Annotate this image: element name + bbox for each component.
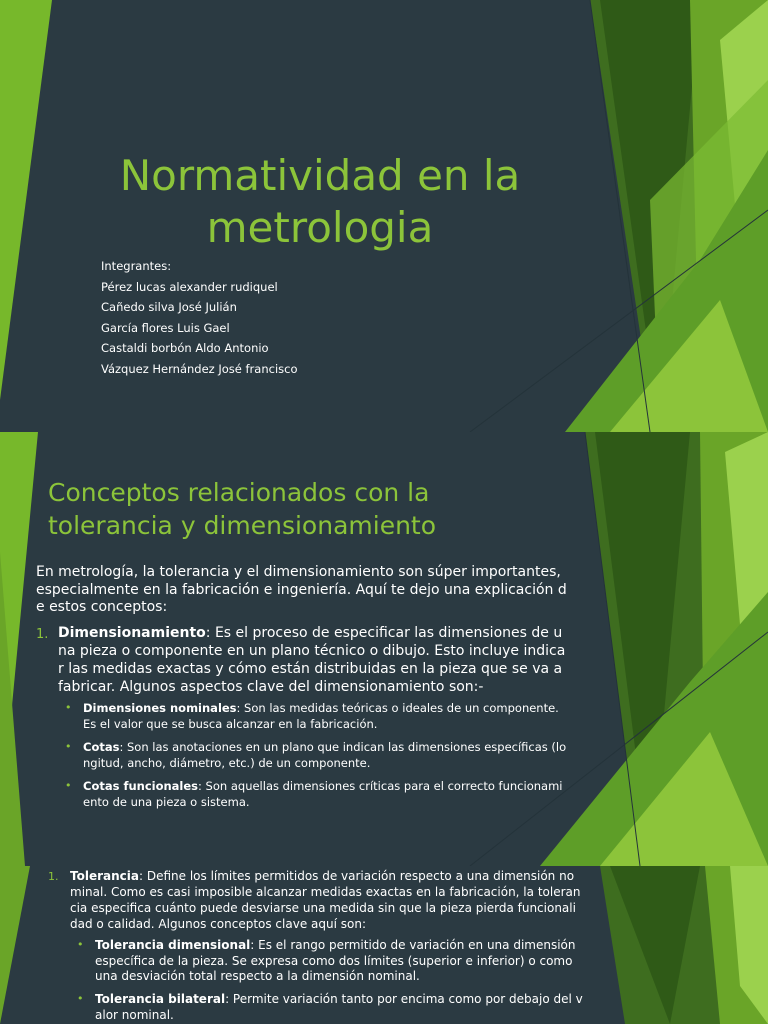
term-definition: : Es el proceso de especificar las dimensiones de una pieza o componente en un plano técnico o dibujo. Esto incluye indicar las medidas exactas y cómo están distribuidas en la pieza que se va a fabricar. Algunos aspectos clave del dimensionamiento son:- <box>58 625 566 695</box>
slide-title <box>0 0 768 432</box>
member-name: Cañedo silva José Julián <box>101 300 237 315</box>
bullet-item <box>83 700 568 732</box>
members-list <box>101 256 297 380</box>
bullet-glyph: • <box>77 938 84 951</box>
term-label: Tolerancia <box>70 869 139 883</box>
bullet-item <box>95 992 583 1023</box>
bullet-glyph: • <box>65 701 72 714</box>
term-definition: : Es el rango permitido de variación en una dimensión específica de la pieza. Se expresa como dos límites (superior e inferior) o como una desviación total respecto a la dimensión nominal. <box>95 938 576 983</box>
term-definition: : Son las anotaciones en un plano que indican las dimensiones específicas (longitud, ancho, diámetro, etc.) de un componente. <box>83 740 567 770</box>
term-label: Tolerancia bilateral <box>95 992 226 1006</box>
list-item-tolerancia <box>70 868 582 932</box>
list-number: 1. <box>36 627 49 642</box>
term-definition: : Son las medidas teóricas o ideales de un componente. Es el valor que se busca alcanzar en la fabricación. <box>83 701 559 731</box>
presentation-title: Normatividad en la metrologia <box>119 151 521 252</box>
member-name: Pérez lucas alexander rudiquel <box>101 279 278 294</box>
term-label: Dimensionamiento <box>58 625 206 641</box>
slide-tolerance <box>0 866 768 1024</box>
list-item-dimensionamiento <box>58 624 568 696</box>
term-definition: : Son aquellas dimensiones críticas para el correcto funcionamiento de una pieza o sistema. <box>83 779 563 809</box>
intro-paragraph: En metrología, la tolerancia y el dimensionamiento son súper importantes, especialmente en la fabricación e ingeniería. Aquí te dejo una explicación de estos conceptos: <box>36 564 567 615</box>
member-name: Vázquez Hernández José francisco <box>101 361 298 376</box>
bullet-item <box>83 778 568 810</box>
list-number: 1. <box>48 870 59 883</box>
term-definition: : Permite variación tanto por encima como por debajo del valor nominal. <box>95 992 583 1022</box>
bullet-item <box>83 739 568 771</box>
term-label: Cotas funcionales <box>83 779 199 793</box>
slide-heading: Conceptos relacionados con la tolerancia y dimensionamiento <box>48 478 437 540</box>
bullet-glyph: • <box>77 992 84 1005</box>
bullet-glyph: • <box>65 779 72 792</box>
term-label: Cotas <box>83 740 120 754</box>
term-label: Tolerancia dimensional <box>95 938 251 952</box>
member-name: Castaldi borbón Aldo Antonio <box>101 341 269 356</box>
term-label: Dimensiones nominales <box>83 701 237 715</box>
members-heading: Integrantes: <box>101 259 172 273</box>
term-definition: : Define los límites permitidos de variación respecto a una dimensión nominal. Como es casi imposible alcanzar medidas exactas en la fabricación, la tolerancia especifica cuánto puede desviarse una medida sin que la pieza pierda funcionalidad o calidad. Algunos conceptos clave aquí son: <box>70 869 581 931</box>
member-name: García flores Luis Gael <box>101 320 230 335</box>
bullet-glyph: • <box>65 740 72 753</box>
slide-concepts <box>0 432 768 866</box>
bullet-item <box>95 938 583 985</box>
